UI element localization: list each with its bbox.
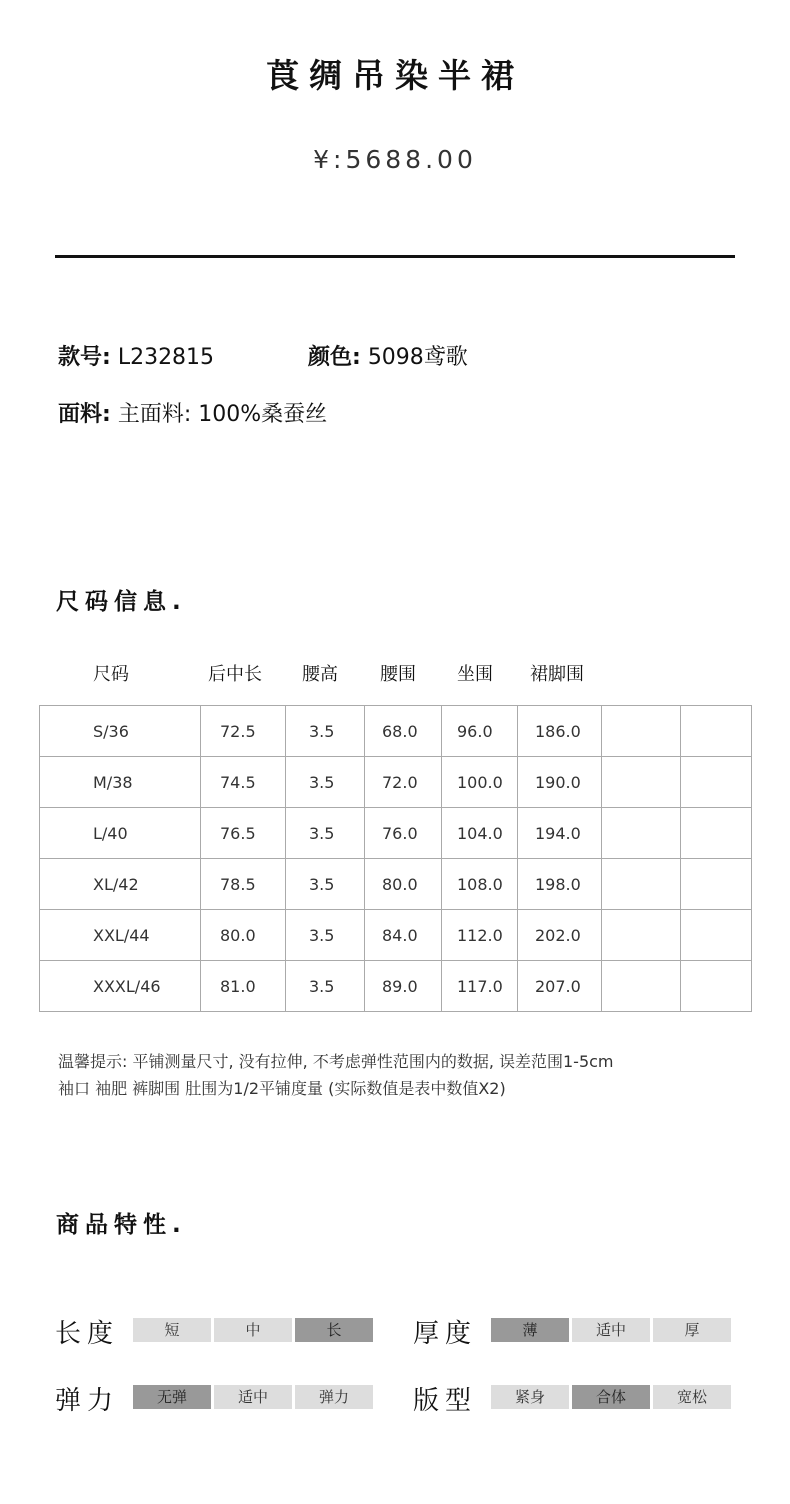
feature-option: 合体: [572, 1385, 650, 1409]
empty-cell: [602, 859, 681, 910]
product-price: ¥:5688.00: [313, 145, 477, 174]
table-cell: 3.5: [286, 961, 365, 1012]
table-cell: M/38: [40, 757, 201, 808]
empty-cell: [602, 757, 681, 808]
feature-elasticity-label: 弹力: [55, 1386, 120, 1416]
feature-thickness-label: 厚度: [413, 1319, 478, 1349]
table-cell: 186.0: [518, 706, 602, 757]
empty-cell: [602, 706, 681, 757]
table-cell: 72.5: [201, 706, 286, 757]
table-cell: XXL/44: [40, 910, 201, 961]
feature-option: 中: [214, 1318, 292, 1342]
table-row: [40, 859, 752, 910]
table-cell: 190.0: [518, 757, 602, 808]
feature-option: 无弹: [133, 1385, 211, 1409]
table-cell: 100.0: [442, 757, 518, 808]
table-cell: 3.5: [286, 757, 365, 808]
feature-option: 薄: [491, 1318, 569, 1342]
table-row: [40, 910, 752, 961]
feature-fit-label: 版型: [413, 1386, 478, 1416]
table-cell: 194.0: [518, 808, 602, 859]
color-label: 颜色:: [308, 345, 361, 370]
table-cell: S/36: [40, 706, 201, 757]
table-row: [40, 706, 752, 757]
feature-option: 宽松: [653, 1385, 731, 1409]
table-row: [40, 757, 752, 808]
color-value: 5098鸢歌: [367, 345, 468, 370]
empty-cell: [681, 808, 752, 859]
table-cell: 117.0: [442, 961, 518, 1012]
table-cell: 112.0: [442, 910, 518, 961]
feature-elasticity-bar: [133, 1385, 373, 1409]
table-cell: 108.0: [442, 859, 518, 910]
table-cell: XL/42: [40, 859, 201, 910]
size-table: [39, 705, 752, 1012]
feature-option: 适中: [214, 1385, 292, 1409]
style-row: [58, 340, 214, 371]
feature-option: 短: [133, 1318, 211, 1342]
table-cell: 104.0: [442, 808, 518, 859]
feature-option: 弹力: [295, 1385, 373, 1409]
style-value: L232815: [117, 345, 215, 370]
style-label: 款号:: [58, 345, 111, 370]
feature-option: 紧身: [491, 1385, 569, 1409]
table-cell: 96.0: [442, 706, 518, 757]
table-cell: 207.0: [518, 961, 602, 1012]
size-header: 腰围: [380, 664, 416, 685]
feature-option: 长: [295, 1318, 373, 1342]
empty-cell: [681, 961, 752, 1012]
divider: [55, 255, 735, 258]
table-cell: 68.0: [365, 706, 442, 757]
feature-length-bar: [133, 1318, 373, 1342]
features-title: 商品特性.: [56, 1212, 187, 1238]
table-cell: L/40: [40, 808, 201, 859]
feature-option: 厚: [653, 1318, 731, 1342]
feature-fit-bar: [491, 1385, 731, 1409]
note-line-2: 袖口 袖肥 裤脚围 肚围为1/2平铺度量 (实际数值是表中数值X2): [58, 1079, 506, 1098]
table-cell: 81.0: [201, 961, 286, 1012]
note-line-1: 温馨提示: 平铺测量尺寸, 没有拉伸, 不考虑弹性范围内的数据, 误差范围1-5cm: [58, 1052, 614, 1071]
feature-length-label: 长度: [55, 1319, 120, 1349]
product-title: 莨绸吊染半裙: [266, 56, 524, 95]
table-cell: 198.0: [518, 859, 602, 910]
table-cell: 3.5: [286, 910, 365, 961]
fabric-value: 主面料: 100%桑蚕丝: [117, 402, 328, 427]
size-section-title: 尺码信息.: [56, 589, 187, 615]
size-header: 后中长: [208, 664, 262, 685]
table-cell: XXXL/46: [40, 961, 201, 1012]
size-header: 尺码: [93, 664, 129, 685]
table-cell: 76.5: [201, 808, 286, 859]
size-header: 裙脚围: [530, 664, 584, 685]
color-row: [308, 340, 468, 371]
table-row: [40, 961, 752, 1012]
table-cell: 80.0: [365, 859, 442, 910]
size-header: 腰高: [302, 664, 338, 685]
fabric-label: 面料:: [58, 402, 111, 427]
empty-cell: [681, 859, 752, 910]
feature-option: 适中: [572, 1318, 650, 1342]
table-row: [40, 808, 752, 859]
empty-cell: [681, 757, 752, 808]
fabric-row: [58, 397, 327, 428]
feature-thickness-bar: [491, 1318, 731, 1342]
table-cell: 80.0: [201, 910, 286, 961]
table-cell: 84.0: [365, 910, 442, 961]
table-cell: 78.5: [201, 859, 286, 910]
table-cell: 76.0: [365, 808, 442, 859]
empty-cell: [602, 808, 681, 859]
table-cell: 202.0: [518, 910, 602, 961]
table-cell: 89.0: [365, 961, 442, 1012]
empty-cell: [602, 961, 681, 1012]
empty-cell: [681, 910, 752, 961]
empty-cell: [602, 910, 681, 961]
empty-cell: [681, 706, 752, 757]
table-cell: 3.5: [286, 706, 365, 757]
table-cell: 72.0: [365, 757, 442, 808]
table-cell: 3.5: [286, 859, 365, 910]
size-header: 坐围: [457, 664, 493, 685]
table-cell: 74.5: [201, 757, 286, 808]
table-cell: 3.5: [286, 808, 365, 859]
